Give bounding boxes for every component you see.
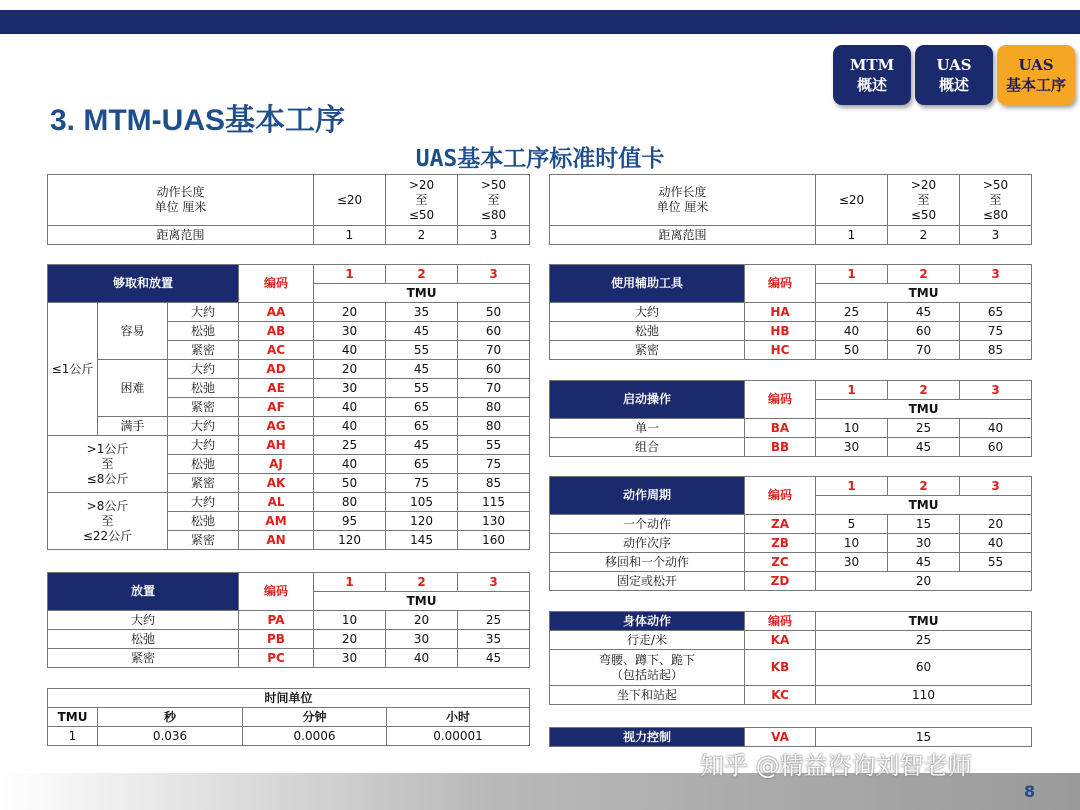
value: 40 — [314, 417, 386, 436]
tools-header: 使用辅助工具 — [550, 265, 745, 303]
value: 40 — [816, 322, 888, 341]
condition: 紧密 — [168, 341, 239, 360]
distance-label: 动作长度 单位 厘米 — [48, 175, 314, 226]
distance-col-1: ≤20 — [816, 175, 888, 226]
value: 50 — [314, 474, 386, 493]
unit-header: 秒 — [98, 708, 243, 727]
col-header: 3 — [960, 381, 1032, 400]
watermark: 知乎 @精益咨询刘智老师 — [700, 752, 972, 780]
value: 25 — [458, 611, 530, 630]
nav-button-mtm-overview[interactable] — [833, 45, 911, 105]
code: AB — [239, 322, 314, 341]
value: 45 — [458, 649, 530, 668]
nav-button-uas-overview[interactable] — [915, 45, 993, 105]
condition: 大约 — [168, 417, 239, 436]
code-header: 编码 — [239, 265, 314, 303]
condition: 行走/米 — [550, 631, 745, 650]
value: 30 — [816, 553, 888, 572]
code: PB — [239, 630, 314, 649]
value: 10 — [816, 534, 888, 553]
place-table — [47, 572, 530, 668]
value: 30 — [386, 630, 458, 649]
condition: 紧密 — [550, 341, 745, 360]
distance-col-2: >20 至 ≤50 — [386, 175, 458, 226]
page-number: 8 — [1024, 782, 1036, 801]
code: AA — [239, 303, 314, 322]
tmu-header: TMU — [816, 284, 1032, 303]
tmu-header: TMU — [816, 496, 1032, 515]
code: KC — [745, 686, 816, 705]
value: 30 — [314, 322, 386, 341]
col-header: 1 — [816, 477, 888, 496]
value: 65 — [386, 455, 458, 474]
operate-header: 启动操作 — [550, 381, 745, 419]
value: 65 — [386, 398, 458, 417]
col-header: 1 — [816, 381, 888, 400]
unit-header: 小时 — [387, 708, 530, 727]
visual-control-table — [549, 727, 1032, 747]
condition: 坐下和站起 — [550, 686, 745, 705]
value: 65 — [960, 303, 1032, 322]
condition: 松弛 — [168, 512, 239, 531]
code: ZB — [745, 534, 816, 553]
condition: 松弛 — [550, 322, 745, 341]
col-header: 3 — [458, 573, 530, 592]
condition: 紧密 — [168, 531, 239, 550]
value: 110 — [816, 686, 1032, 705]
unit-header: TMU — [48, 708, 98, 727]
code: AE — [239, 379, 314, 398]
nav-label-top: UAS — [936, 56, 972, 74]
value: 20 — [314, 360, 386, 379]
code: AG — [239, 417, 314, 436]
code-header: 编码 — [745, 381, 816, 419]
value: 35 — [458, 630, 530, 649]
value: 15 — [816, 728, 1032, 747]
code-header: 编码 — [239, 573, 314, 611]
col-header: 2 — [386, 265, 458, 284]
col-header: 3 — [458, 265, 530, 284]
code-header: 编码 — [745, 477, 816, 515]
value: 25 — [816, 303, 888, 322]
value: 60 — [458, 360, 530, 379]
value: 145 — [386, 531, 458, 550]
time-units-title: 时间单位 — [48, 689, 530, 708]
code: AK — [239, 474, 314, 493]
range-label: 距离范围 — [48, 226, 314, 245]
tmu-header: TMU — [314, 592, 530, 611]
code: AN — [239, 531, 314, 550]
value: 45 — [888, 438, 960, 457]
code: KA — [745, 631, 816, 650]
group-3-label: >8公斤 至 ≤22公斤 — [48, 493, 168, 550]
condition: 组合 — [550, 438, 745, 457]
group-2-label: >1公斤 至 ≤8公斤 — [48, 436, 168, 493]
value: 25 — [314, 436, 386, 455]
value: 80 — [458, 398, 530, 417]
condition: 单一 — [550, 419, 745, 438]
tmu-header: TMU — [314, 284, 530, 303]
tmu-header: TMU — [816, 612, 1032, 631]
unit-value: 1 — [48, 727, 98, 746]
condition: 松弛 — [48, 630, 239, 649]
cycle-header: 动作周期 — [550, 477, 745, 515]
value: 30 — [816, 438, 888, 457]
value: 115 — [458, 493, 530, 512]
value: 45 — [888, 303, 960, 322]
code: BB — [745, 438, 816, 457]
value: 25 — [816, 631, 1032, 650]
value: 95 — [314, 512, 386, 531]
unit-value: 0.00001 — [387, 727, 530, 746]
distance-table-right — [549, 174, 1032, 245]
unit-header: 分钟 — [243, 708, 387, 727]
nav-button-uas-basic-ops[interactable] — [997, 45, 1075, 105]
condition: 松弛 — [168, 379, 239, 398]
col-header: 2 — [888, 381, 960, 400]
value: 45 — [386, 360, 458, 379]
distance-col-3: >50 至 ≤80 — [960, 175, 1032, 226]
code: AL — [239, 493, 314, 512]
condition: 紧密 — [168, 398, 239, 417]
condition: 松弛 — [168, 455, 239, 474]
col-header: 2 — [386, 573, 458, 592]
condition: 移回和一个动作 — [550, 553, 745, 572]
value: 120 — [386, 512, 458, 531]
value: 30 — [314, 649, 386, 668]
value: 80 — [458, 417, 530, 436]
condition: 大约 — [48, 611, 239, 630]
value: 45 — [386, 322, 458, 341]
condition: 弯腰、蹲下、跪下 （包括站起） — [550, 650, 745, 686]
code-header: 编码 — [745, 265, 816, 303]
code-header: 编码 — [745, 612, 816, 631]
range-value: 1 — [314, 226, 386, 245]
code: BA — [745, 419, 816, 438]
value: 75 — [960, 322, 1032, 341]
value: 20 — [816, 572, 1032, 591]
value: 60 — [888, 322, 960, 341]
condition: 大约 — [168, 436, 239, 455]
value: 160 — [458, 531, 530, 550]
range-value: 2 — [888, 226, 960, 245]
condition: 大约 — [550, 303, 745, 322]
reach-place-table — [47, 264, 530, 550]
top-bar — [0, 10, 1080, 34]
code: AJ — [239, 455, 314, 474]
value: 20 — [314, 303, 386, 322]
code: PC — [239, 649, 314, 668]
value: 35 — [386, 303, 458, 322]
nav-label-bottom: 基本工序 — [1005, 76, 1066, 94]
code: AC — [239, 341, 314, 360]
range-value: 2 — [386, 226, 458, 245]
operate-table — [549, 380, 1032, 457]
code: AF — [239, 398, 314, 417]
value: 10 — [314, 611, 386, 630]
code: PA — [239, 611, 314, 630]
tools-table — [549, 264, 1032, 360]
condition: 动作次序 — [550, 534, 745, 553]
value: 5 — [816, 515, 888, 534]
distance-label: 动作长度 单位 厘米 — [550, 175, 816, 226]
col-header: 1 — [314, 265, 386, 284]
condition: 紧密 — [48, 649, 239, 668]
value: 40 — [386, 649, 458, 668]
value: 70 — [458, 379, 530, 398]
value: 40 — [960, 534, 1032, 553]
value: 60 — [816, 650, 1032, 686]
difficulty-easy: 容易 — [98, 303, 168, 360]
value: 130 — [458, 512, 530, 531]
nav-label-bottom: 概述 — [938, 76, 969, 94]
value: 45 — [386, 436, 458, 455]
value: 40 — [314, 455, 386, 474]
unit-value: 0.0006 — [243, 727, 387, 746]
value: 20 — [960, 515, 1032, 534]
value: 10 — [816, 419, 888, 438]
value: 25 — [888, 419, 960, 438]
range-value: 1 — [816, 226, 888, 245]
code: ZD — [745, 572, 816, 591]
value: 60 — [458, 322, 530, 341]
value: 80 — [314, 493, 386, 512]
code: ZA — [745, 515, 816, 534]
tmu-header: TMU — [816, 400, 1032, 419]
value: 85 — [458, 474, 530, 493]
value: 20 — [386, 611, 458, 630]
time-units-table — [47, 688, 530, 746]
distance-col-1: ≤20 — [314, 175, 386, 226]
card-title: UAS基本工序标准时值卡 — [415, 146, 665, 172]
col-header: 3 — [960, 477, 1032, 496]
value: 120 — [314, 531, 386, 550]
value: 20 — [314, 630, 386, 649]
difficulty-full-hand: 满手 — [98, 417, 168, 436]
value: 55 — [386, 379, 458, 398]
value: 15 — [888, 515, 960, 534]
nav-label-bottom: 概述 — [856, 76, 887, 94]
value: 50 — [458, 303, 530, 322]
value: 85 — [960, 341, 1032, 360]
col-header: 1 — [816, 265, 888, 284]
condition: 一个动作 — [550, 515, 745, 534]
code: HB — [745, 322, 816, 341]
nav-label-top: UAS — [1018, 56, 1054, 74]
condition: 固定或松开 — [550, 572, 745, 591]
body-motion-table — [549, 611, 1032, 705]
distance-table-left — [47, 174, 530, 245]
code: HA — [745, 303, 816, 322]
distance-col-3: >50 至 ≤80 — [458, 175, 530, 226]
code: AM — [239, 512, 314, 531]
condition: 松弛 — [168, 322, 239, 341]
value: 75 — [458, 455, 530, 474]
value: 55 — [960, 553, 1032, 572]
condition: 大约 — [168, 493, 239, 512]
reach-header: 够取和放置 — [48, 265, 239, 303]
code: KB — [745, 650, 816, 686]
condition: 大约 — [168, 303, 239, 322]
col-header: 3 — [960, 265, 1032, 284]
condition: 紧密 — [168, 474, 239, 493]
col-header: 1 — [314, 573, 386, 592]
code: AD — [239, 360, 314, 379]
place-header: 放置 — [48, 573, 239, 611]
value: 60 — [960, 438, 1032, 457]
code: HC — [745, 341, 816, 360]
code: AH — [239, 436, 314, 455]
code: ZC — [745, 553, 816, 572]
value: 40 — [314, 341, 386, 360]
distance-col-2: >20 至 ≤50 — [888, 175, 960, 226]
range-label: 距离范围 — [550, 226, 816, 245]
difficulty-hard: 困难 — [98, 360, 168, 417]
range-value: 3 — [458, 226, 530, 245]
page-title: 3. MTM-UAS基本工序 — [50, 104, 345, 137]
value: 40 — [960, 419, 1032, 438]
visual-header: 视力控制 — [550, 728, 745, 747]
nav-label-top: MTM — [849, 56, 895, 74]
range-value: 3 — [960, 226, 1032, 245]
condition: 大约 — [168, 360, 239, 379]
unit-value: 0.036 — [98, 727, 243, 746]
cycle-table — [549, 476, 1032, 591]
group-1-label: ≤1公斤 — [48, 303, 98, 436]
value: 70 — [458, 341, 530, 360]
value: 45 — [888, 553, 960, 572]
value: 40 — [314, 398, 386, 417]
value: 65 — [386, 417, 458, 436]
value: 30 — [888, 534, 960, 553]
value: 105 — [386, 493, 458, 512]
col-header: 2 — [888, 477, 960, 496]
value: 50 — [816, 341, 888, 360]
value: 30 — [314, 379, 386, 398]
value: 75 — [386, 474, 458, 493]
col-header: 2 — [888, 265, 960, 284]
value: 70 — [888, 341, 960, 360]
body-header: 身体动作 — [550, 612, 745, 631]
value: 55 — [458, 436, 530, 455]
value: 55 — [386, 341, 458, 360]
code: VA — [745, 728, 816, 747]
